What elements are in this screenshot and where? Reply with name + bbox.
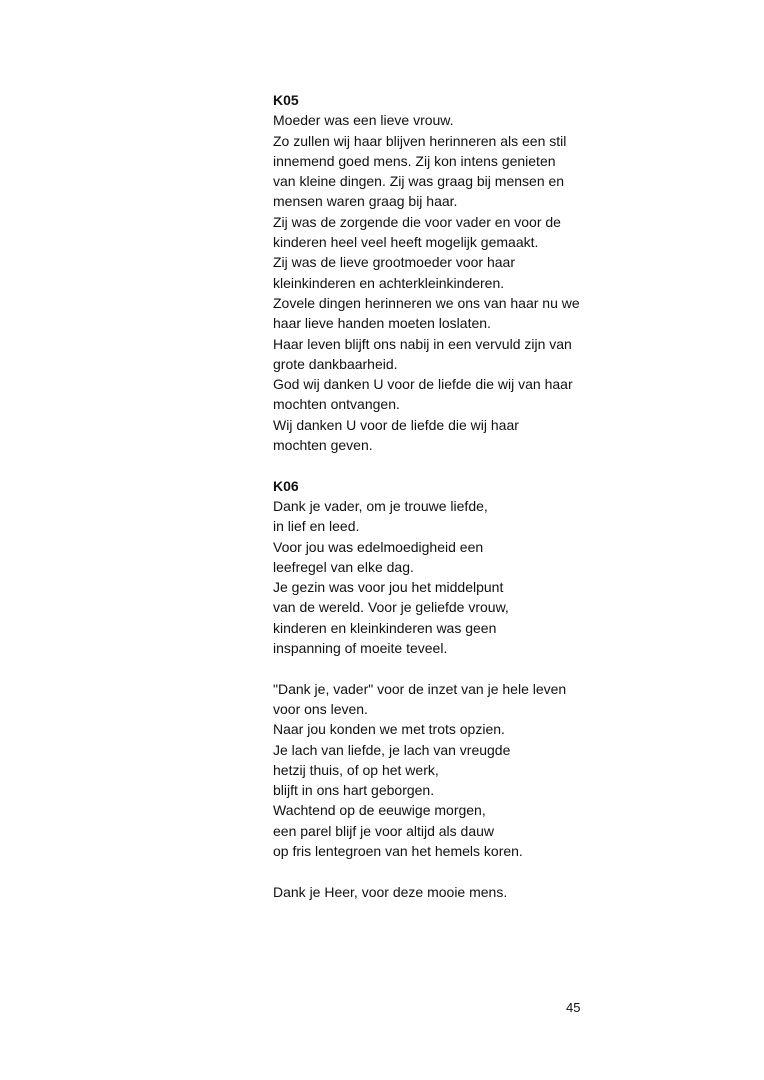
- text-line: Zovele dingen herinneren we ons van haar nu we: [273, 294, 580, 311]
- text-line: inspanning of moeite teveel.: [273, 640, 448, 657]
- text-line: hetzij thuis, of op het werk,: [273, 761, 439, 778]
- text-line: Naar jou konden we met trots opzien.: [273, 721, 505, 738]
- text-line: Zo zullen wij haar blijven herinneren als een stil: [273, 132, 567, 149]
- text-line: een parel blijf je voor altijd als dauw: [273, 822, 495, 839]
- section-heading: K06: [273, 477, 299, 494]
- paragraph-gap: [273, 455, 603, 475]
- text-line: in lief en leed.: [273, 518, 360, 535]
- section-k06: [273, 476, 603, 902]
- text-line: kinderen en kleinkinderen was geen: [273, 619, 497, 636]
- text-line: Dank je vader, om je trouwe liefde,: [273, 497, 488, 514]
- stanza: [273, 882, 603, 902]
- text-line: van kleine dingen. Zij was graag bij mensen en: [273, 173, 565, 190]
- text-line: grote dankbaarheid.: [273, 355, 398, 372]
- text-line: Zij was de zorgende die voor vader en voor de: [273, 213, 561, 230]
- text-line: mochten ontvangen.: [273, 396, 400, 413]
- paragraph-gap: [273, 658, 603, 678]
- stanza: [273, 496, 603, 658]
- stanza: [273, 679, 603, 862]
- text-line: Zij was de lieve grootmoeder voor haar: [273, 254, 516, 271]
- text-line: kinderen heel veel heeft mogelijk gemaakt.: [273, 234, 539, 251]
- text-line: op fris lentegroen van het hemels koren.: [273, 842, 523, 859]
- page-content: [273, 90, 603, 902]
- text-line: mochten geven.: [273, 437, 373, 454]
- text-line: Haar leven blijft ons nabij in een vervuld zijn van: [273, 335, 572, 352]
- text-line: kleinkinderen en achterkleinkinderen.: [273, 274, 505, 291]
- text-line: haar lieve handen moeten loslaten.: [273, 315, 491, 332]
- text-line: Je gezin was voor jou het middelpunt: [273, 579, 504, 596]
- text-line: Dank je Heer, voor deze mooie mens.: [273, 883, 508, 900]
- text-line: "Dank je, vader" voor de inzet van je hele leven: [273, 680, 567, 697]
- text-line: van de wereld. Voor je geliefde vrouw,: [273, 599, 509, 616]
- text-line: Wachtend op de eeuwige morgen,: [273, 802, 486, 819]
- text-line: mensen waren graag bij haar.: [273, 193, 458, 210]
- section-heading: K05: [273, 92, 299, 108]
- text-line: Voor jou was edelmoedigheid een: [273, 538, 484, 555]
- section-k05: [273, 90, 603, 455]
- paragraph-gap: [273, 861, 603, 881]
- text-line: innemend goed mens. Zij kon intens genieten: [273, 152, 556, 169]
- page-number: 45: [566, 1000, 581, 1015]
- text-line: Moeder was een lieve vrouw.: [273, 112, 454, 129]
- text-line: blijft in ons hart geborgen.: [273, 782, 435, 799]
- text-line: Wij danken U voor de liefde die wij haar: [273, 416, 519, 433]
- text-line: Je lach van liefde, je lach van vreugde: [273, 741, 511, 758]
- text-line: leefregel van elke dag.: [273, 558, 414, 575]
- text-line: voor ons leven.: [273, 700, 368, 717]
- text-line: God wij danken U voor de liefde die wij van haar: [273, 376, 573, 393]
